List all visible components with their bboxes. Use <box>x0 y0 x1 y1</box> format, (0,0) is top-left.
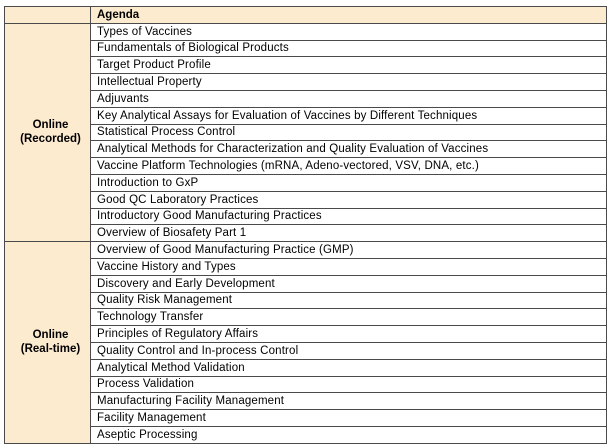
agenda-topic: Overview of Good Manufacturing Practice (GMP) <box>91 242 607 259</box>
table-row <box>5 309 607 326</box>
agenda-topic: Statistical Process Control <box>91 124 607 141</box>
table-row <box>5 208 607 225</box>
agenda-topic: Analytical Methods for Characterization and Quality Evaluation of Vaccines <box>91 141 607 158</box>
header-row <box>5 7 607 24</box>
header-corner-cell <box>5 7 91 24</box>
agenda-topic: Quality Risk Management <box>91 292 607 309</box>
table-row <box>5 393 607 410</box>
agenda-topic: Fundamentals of Biological Products <box>91 40 607 57</box>
table-row <box>5 359 607 376</box>
table-row <box>5 107 607 124</box>
agenda-topic: Key Analytical Assays for Evaluation of Vaccines by Different Techniques <box>91 107 607 124</box>
table-row <box>5 275 607 292</box>
table-row <box>5 158 607 175</box>
agenda-topic: Types of Vaccines <box>91 23 607 40</box>
agenda-header: Agenda <box>91 7 607 24</box>
agenda-topic: Vaccine History and Types <box>91 258 607 275</box>
table-row <box>5 40 607 57</box>
table-row <box>5 74 607 91</box>
agenda-topic: Target Product Profile <box>91 57 607 74</box>
agenda-topic: Intellectual Property <box>91 74 607 91</box>
table-row <box>5 90 607 107</box>
agenda-topic: Process Validation <box>91 376 607 393</box>
table-row <box>5 174 607 191</box>
table-row <box>5 23 607 40</box>
table-row <box>5 326 607 343</box>
agenda-topic: Good QC Laboratory Practices <box>91 191 607 208</box>
table-row <box>5 242 607 259</box>
table-row <box>5 124 607 141</box>
agenda-topic: Technology Transfer <box>91 309 607 326</box>
group-label-online-real-time: Online (Real-time) <box>5 242 91 444</box>
agenda-topic: Introductory Good Manufacturing Practices <box>91 208 607 225</box>
agenda-topic: Principles of Regulatory Affairs <box>91 326 607 343</box>
table-row <box>5 225 607 242</box>
agenda-topic: Manufacturing Facility Management <box>91 393 607 410</box>
agenda-topic: Aseptic Processing <box>91 426 607 443</box>
table-row <box>5 292 607 309</box>
agenda-topic: Adjuvants <box>91 90 607 107</box>
agenda-topic: Overview of Biosafety Part 1 <box>91 225 607 242</box>
table-row <box>5 57 607 74</box>
agenda-topic: Discovery and Early Development <box>91 275 607 292</box>
table-row <box>5 191 607 208</box>
agenda-table <box>4 6 607 444</box>
table-row <box>5 141 607 158</box>
table-row <box>5 342 607 359</box>
table-row <box>5 376 607 393</box>
table-row <box>5 258 607 275</box>
group-label-online-recorded: Online (Recorded) <box>5 23 91 241</box>
agenda-topic: Facility Management <box>91 410 607 427</box>
agenda-topic: Analytical Method Validation <box>91 359 607 376</box>
agenda-topic: Quality Control and In-process Control <box>91 342 607 359</box>
agenda-topic: Introduction to GxP <box>91 174 607 191</box>
agenda-topic: Vaccine Platform Technologies (mRNA, Adeno-vectored, VSV, DNA, etc.) <box>91 158 607 175</box>
table-row <box>5 426 607 443</box>
agenda-body <box>5 23 607 443</box>
